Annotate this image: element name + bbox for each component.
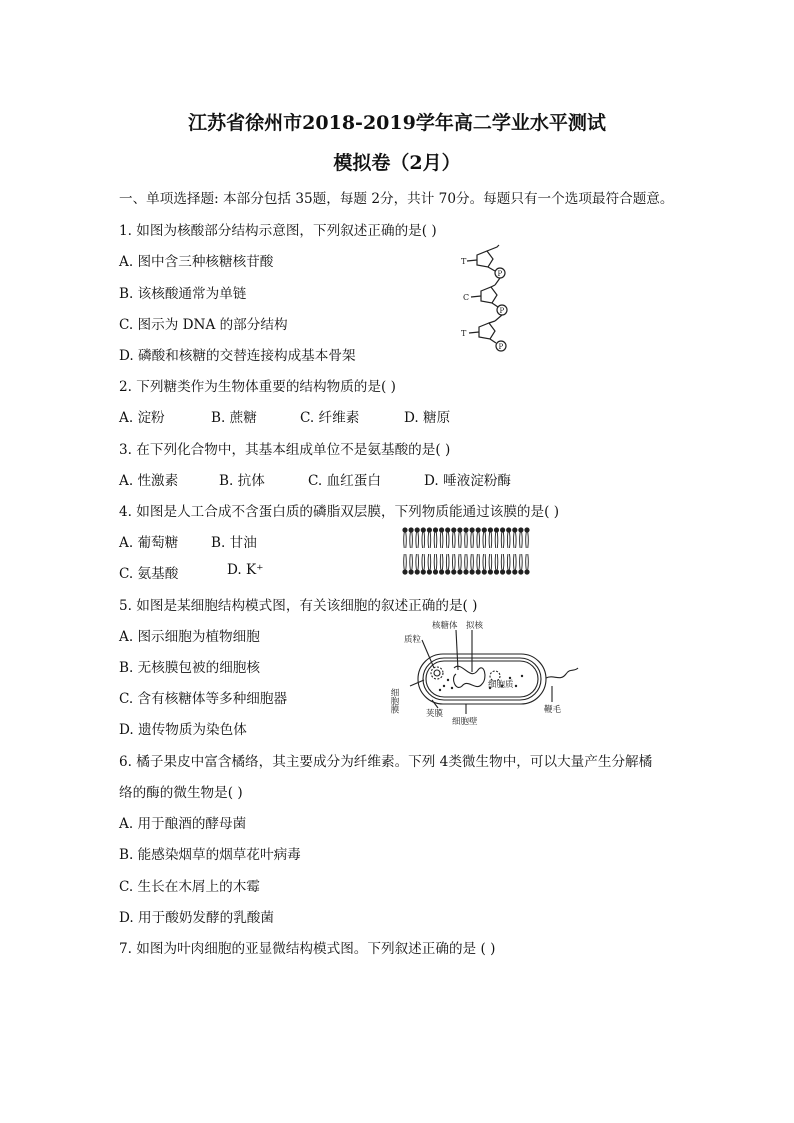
question-2-option-b: B. 蔗糖 bbox=[211, 410, 257, 426]
phospholipid-tail bbox=[510, 533, 511, 549]
phospholipid-head bbox=[512, 569, 517, 574]
phospholipid-tail bbox=[467, 554, 468, 570]
phospholipid-tail bbox=[497, 554, 498, 570]
phospholipid-tail bbox=[459, 554, 460, 570]
phosphate-label-1: P bbox=[497, 270, 503, 278]
question-4-option-d: D. K⁺ bbox=[227, 562, 264, 578]
phospholipid-tail bbox=[430, 533, 431, 549]
nucleoid-label: 拟核 bbox=[466, 621, 484, 631]
phospholipid-tail bbox=[507, 554, 508, 570]
question-1-option-c: C. 图示为 DNA 的部分结构 bbox=[119, 317, 288, 333]
phospholipid-tail bbox=[485, 554, 486, 570]
phospholipid-tail bbox=[416, 533, 417, 549]
question-1-stem: 1. 如图为核酸部分结构示意图，下列叙述正确的是( ) bbox=[119, 223, 437, 239]
phospholipid-tail bbox=[483, 554, 484, 570]
question-5-option-a: A. 图示细胞为植物细胞 bbox=[119, 629, 260, 645]
phospholipid-head bbox=[500, 527, 505, 532]
phospholipid-tail bbox=[418, 554, 419, 570]
phospholipid-head bbox=[494, 527, 499, 532]
phospholipid-head bbox=[500, 569, 505, 574]
question-1-option-d: D. 磷酸和核糖的交替连接构成基本骨架 bbox=[119, 348, 356, 364]
phospholipid-head bbox=[409, 527, 414, 532]
phospholipid-head bbox=[415, 527, 420, 532]
membrane-label: 细胞膜 bbox=[389, 688, 399, 714]
capsule-label: 荚膜 bbox=[426, 709, 444, 719]
question-2-option-d: D. 糖原 bbox=[404, 410, 451, 426]
phospholipid-tail bbox=[477, 554, 478, 570]
phospholipid-tail bbox=[522, 533, 523, 549]
phospholipid-tail bbox=[418, 533, 419, 549]
phospholipid-head bbox=[421, 569, 426, 574]
phospholipid-tail bbox=[449, 554, 450, 570]
phospholipid-tail bbox=[516, 533, 517, 549]
phospholipid-tail bbox=[503, 533, 504, 549]
phospholipid-tail bbox=[434, 533, 435, 549]
phospholipid-tail bbox=[477, 533, 478, 549]
question-6-option-b: B. 能感染烟草的烟草花叶病毒 bbox=[119, 847, 301, 863]
phospholipid-tail bbox=[424, 533, 425, 549]
phospholipid-head bbox=[470, 527, 475, 532]
question-4-stem: 4. 如图是人工合成不含蛋白质的磷脂双层膜，下列物质能通过该膜的是( ) bbox=[119, 504, 560, 520]
phospholipid-head bbox=[463, 527, 468, 532]
phospholipid-tail bbox=[416, 554, 417, 570]
phospholipid-head bbox=[457, 527, 462, 532]
question-3-stem: 3. 在下列化合物中，其基本组成单位不是氨基酸的是( ) bbox=[119, 442, 451, 458]
phospholipid-head bbox=[433, 569, 438, 574]
plasmid-label: 质粒 bbox=[404, 635, 422, 645]
phospholipid-tail bbox=[522, 554, 523, 570]
question-1-option-a: A. 图中含三种核糖核苷酸 bbox=[119, 254, 274, 270]
phospholipid-head bbox=[488, 527, 493, 532]
phospholipid-tail bbox=[471, 554, 472, 570]
phospholipid-tail bbox=[473, 554, 474, 570]
phospholipid-tail bbox=[520, 554, 521, 570]
question-5-option-c: C. 含有核糖体等多种细胞器 bbox=[119, 691, 288, 707]
phospholipid-tail bbox=[422, 533, 423, 549]
question-6-stem-line-2: 络的酶的微生物是( ) bbox=[119, 785, 243, 801]
phospholipid-tail bbox=[489, 554, 490, 570]
phospholipid-head bbox=[421, 527, 426, 532]
phospholipid-head bbox=[494, 569, 499, 574]
phospholipid-head bbox=[488, 569, 493, 574]
phospholipid-tail bbox=[503, 554, 504, 570]
phospholipid-tail bbox=[491, 533, 492, 549]
phospholipid-tail bbox=[455, 554, 456, 570]
phospholipid-head bbox=[451, 569, 456, 574]
phospholipid-tail bbox=[526, 533, 527, 549]
phospholipid-head bbox=[427, 569, 432, 574]
phospholipid-tail bbox=[520, 533, 521, 549]
phospholipid-head bbox=[524, 569, 529, 574]
phospholipid-head bbox=[476, 527, 481, 532]
phospholipid-tail bbox=[465, 533, 466, 549]
phospholipid-tail bbox=[461, 554, 462, 570]
phospholipid-tail bbox=[501, 554, 502, 570]
phospholipid-head bbox=[439, 527, 444, 532]
phospholipid-tail bbox=[410, 554, 411, 570]
phospholipid-head bbox=[463, 569, 468, 574]
phospholipid-tail bbox=[483, 533, 484, 549]
question-4-option-c: C. 氨基酸 bbox=[119, 566, 179, 582]
question-5-option-d: D. 遗传物质为染色体 bbox=[119, 722, 247, 738]
phospholipid-head bbox=[451, 527, 456, 532]
page-subtitle: 模拟卷（2月） bbox=[333, 152, 461, 174]
phospholipid-tail bbox=[516, 554, 517, 570]
flagellum-label: 鞭毛 bbox=[544, 705, 562, 715]
phospholipid-tail bbox=[471, 533, 472, 549]
phospholipid-tail bbox=[479, 554, 480, 570]
phospholipid-tail bbox=[430, 554, 431, 570]
phospholipid-tail bbox=[449, 533, 450, 549]
phospholipid-tail bbox=[428, 533, 429, 549]
question-3-option-b: B. 抗体 bbox=[219, 473, 265, 489]
question-1-option-b: B. 该核酸通常为单链 bbox=[119, 286, 247, 302]
phospholipid-head bbox=[439, 569, 444, 574]
nucleic-acid-figure bbox=[455, 245, 525, 360]
phospholipid-head bbox=[409, 569, 414, 574]
phospholipid-head bbox=[506, 569, 511, 574]
question-5-option-b: B. 无核膜包被的细胞核 bbox=[119, 660, 260, 676]
ribosome-label: 核糖体 bbox=[432, 621, 458, 631]
question-3-option-c: C. 血红蛋白 bbox=[308, 473, 381, 489]
phospholipid-tail bbox=[514, 554, 515, 570]
question-6-option-a: A. 用于酿酒的酵母菌 bbox=[119, 816, 247, 832]
phospholipid-tail bbox=[453, 533, 454, 549]
question-2-option-a: A. 淀粉 bbox=[119, 410, 165, 426]
phospholipid-tail bbox=[406, 554, 407, 570]
phospholipid-tail bbox=[526, 554, 527, 570]
phospholipid-head bbox=[512, 527, 517, 532]
phospholipid-tail bbox=[442, 554, 443, 570]
base-label-c: C bbox=[463, 293, 470, 302]
cytoplasm-label: 细胞质 bbox=[488, 680, 514, 690]
phospholipid-tail bbox=[404, 554, 405, 570]
question-6-option-c: C. 生长在木屑上的木霉 bbox=[119, 879, 260, 895]
phospholipid-tail bbox=[514, 533, 515, 549]
phospholipid-tail bbox=[497, 533, 498, 549]
bacterial-cell-figure bbox=[389, 616, 582, 728]
section-instructions: 一、单项选择题: 本部分包括 35题，每题 2分，共计 70分。每题只有一个选项最符合题意。 bbox=[119, 191, 674, 207]
phospholipid-head bbox=[518, 569, 523, 574]
phospholipid-tail bbox=[422, 554, 423, 570]
phospholipid-tail bbox=[442, 533, 443, 549]
phospholipid-tail bbox=[510, 554, 511, 570]
phospholipid-head bbox=[476, 569, 481, 574]
phosphate-label-2: P bbox=[499, 307, 505, 315]
phospholipid-tail bbox=[455, 533, 456, 549]
phospholipid-tail bbox=[404, 533, 405, 549]
phospholipid-head bbox=[506, 527, 511, 532]
phosphate-label-3: P bbox=[498, 343, 504, 351]
phospholipid-tail bbox=[491, 554, 492, 570]
question-2-stem: 2. 下列糖类作为生物体重要的结构物质的是( ) bbox=[119, 379, 396, 395]
phospholipid-head bbox=[433, 527, 438, 532]
phospholipid-tail bbox=[465, 554, 466, 570]
phospholipid-tail bbox=[406, 533, 407, 549]
phospholipid-head bbox=[482, 527, 487, 532]
phospholipid-tail bbox=[440, 533, 441, 549]
phospholipid-head bbox=[482, 569, 487, 574]
page-title: 江苏省徐州市2018-2019学年高二学业水平测试 bbox=[188, 112, 606, 134]
phospholipid-head bbox=[402, 569, 407, 574]
phospholipid-tail bbox=[412, 533, 413, 549]
phospholipid-tail bbox=[495, 533, 496, 549]
question-3-option-a: A. 性激素 bbox=[119, 473, 179, 489]
phospholipid-tail bbox=[436, 533, 437, 549]
phospholipid-tail bbox=[436, 554, 437, 570]
phospholipid-tail bbox=[424, 554, 425, 570]
phospholipid-tail bbox=[440, 554, 441, 570]
phospholipid-head bbox=[470, 569, 475, 574]
question-5-stem: 5. 如图是某细胞结构模式图，有关该细胞的叙述正确的是( ) bbox=[119, 598, 478, 614]
phospholipid-head bbox=[427, 527, 432, 532]
phospholipid-head bbox=[445, 527, 450, 532]
phospholipid-tail bbox=[461, 533, 462, 549]
question-6-stem-line-1: 6. 橘子果皮中富含橘络，其主要成分为纤维素。下列 4类微生物中，可以大量产生分解橘 bbox=[119, 754, 653, 770]
question-7-stem: 7. 如图为叶肉细胞的亚显微结构模式图。下列叙述正确的是 ( ) bbox=[119, 941, 496, 957]
phospholipid-tail bbox=[434, 554, 435, 570]
phospholipid-tail bbox=[410, 533, 411, 549]
phospholipid-tail bbox=[412, 554, 413, 570]
phospholipid-head bbox=[518, 527, 523, 532]
phospholipid-head bbox=[402, 527, 407, 532]
phospholipid-tail bbox=[467, 533, 468, 549]
phospholipid-tail bbox=[495, 554, 496, 570]
phospholipid-tail bbox=[459, 533, 460, 549]
phospholipid-tail bbox=[446, 533, 447, 549]
phospholipid-tail bbox=[501, 533, 502, 549]
phospholipid-head bbox=[524, 527, 529, 532]
question-4-option-b: B. 甘油 bbox=[211, 535, 257, 551]
question-3-option-d: D. 唾液淀粉酶 bbox=[424, 473, 512, 489]
question-4-option-a: A. 葡萄糖 bbox=[119, 535, 179, 551]
phospholipid-head bbox=[445, 569, 450, 574]
phospholipid-tail bbox=[428, 554, 429, 570]
phospholipid-tail bbox=[453, 554, 454, 570]
phospholipid-tail bbox=[485, 533, 486, 549]
phospholipid-tail bbox=[528, 554, 529, 570]
cell-wall-label: 细胞壁 bbox=[452, 717, 478, 727]
phospholipid-tail bbox=[473, 533, 474, 549]
question-2-option-c: C. 纤维素 bbox=[300, 410, 360, 426]
phospholipid-tail bbox=[479, 533, 480, 549]
phospholipid-tail bbox=[446, 554, 447, 570]
phospholipid-head bbox=[457, 569, 462, 574]
phospholipid-bilayer-figure bbox=[402, 526, 532, 576]
phospholipid-tail bbox=[489, 533, 490, 549]
question-6-option-d: D. 用于酸奶发酵的乳酸菌 bbox=[119, 910, 274, 926]
phospholipid-tail bbox=[528, 533, 529, 549]
base-label-t2: T bbox=[461, 329, 467, 338]
phospholipid-head bbox=[415, 569, 420, 574]
base-label-t1: T bbox=[461, 257, 467, 266]
phospholipid-tail bbox=[507, 533, 508, 549]
